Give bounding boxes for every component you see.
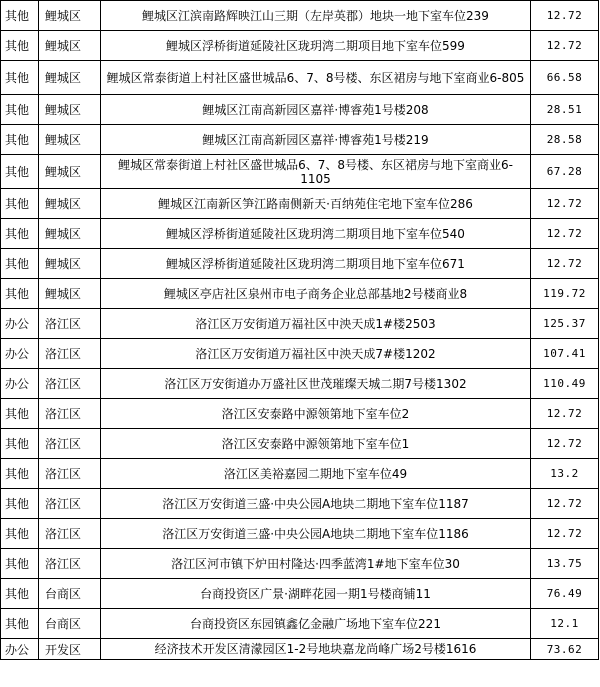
district-cell: 鲤城区 (39, 155, 101, 189)
area-cell: 76.49 (531, 579, 599, 609)
district-cell: 鲤城区 (39, 249, 101, 279)
table-row (1, 369, 599, 399)
district-cell: 洛江区 (39, 489, 101, 519)
type-cell: 其他 (1, 459, 39, 489)
type-cell: 其他 (1, 579, 39, 609)
description-cell: 台商投资区广景·湖畔花园一期1号楼商铺11 (101, 579, 531, 609)
table-row (1, 155, 599, 189)
type-cell: 其他 (1, 31, 39, 61)
description-cell: 鲤城区浮桥街道延陵社区珑玥湾二期项目地下室车位671 (101, 249, 531, 279)
area-cell: 119.72 (531, 279, 599, 309)
type-cell: 办公 (1, 369, 39, 399)
type-cell: 办公 (1, 639, 39, 660)
table-row (1, 459, 599, 489)
type-cell: 其他 (1, 519, 39, 549)
type-cell: 其他 (1, 249, 39, 279)
table-row (1, 309, 599, 339)
description-cell: 经济技术开发区清濛园区1-2号地块嘉龙尚峰广场2号楼1616 (101, 639, 531, 660)
description-cell: 鲤城区常泰街道上村社区盛世城品6、7、8号楼、东区裙房与地下室商业6-1105 (101, 155, 531, 189)
district-cell: 鲤城区 (39, 219, 101, 249)
table-row (1, 1, 599, 31)
area-cell: 13.2 (531, 459, 599, 489)
district-cell: 鲤城区 (39, 61, 101, 95)
table-row (1, 609, 599, 639)
description-cell: 洛江区安泰路中源领第地下室车位1 (101, 429, 531, 459)
district-cell: 洛江区 (39, 549, 101, 579)
district-cell: 开发区 (39, 639, 101, 660)
description-cell: 洛江区河市镇下炉田村隆达·四季蓝湾1#地下室车位30 (101, 549, 531, 579)
table-row (1, 489, 599, 519)
district-cell: 台商区 (39, 579, 101, 609)
table-row (1, 639, 599, 660)
district-cell: 洛江区 (39, 369, 101, 399)
table-row (1, 219, 599, 249)
type-cell: 其他 (1, 219, 39, 249)
area-cell: 13.75 (531, 549, 599, 579)
table-row (1, 125, 599, 155)
area-cell: 28.58 (531, 125, 599, 155)
area-cell: 66.58 (531, 61, 599, 95)
area-cell: 12.72 (531, 489, 599, 519)
district-cell: 台商区 (39, 609, 101, 639)
district-cell: 洛江区 (39, 519, 101, 549)
district-cell: 鲤城区 (39, 95, 101, 125)
type-cell: 其他 (1, 609, 39, 639)
area-cell: 12.72 (531, 219, 599, 249)
description-cell: 台商投资区东园镇鑫亿金融广场地下室车位221 (101, 609, 531, 639)
area-cell: 12.1 (531, 609, 599, 639)
description-cell: 洛江区万安街道办万盛社区世茂璀璨天城二期7号楼1302 (101, 369, 531, 399)
area-cell: 12.72 (531, 31, 599, 61)
type-cell: 其他 (1, 61, 39, 95)
table-row (1, 279, 599, 309)
district-cell: 洛江区 (39, 309, 101, 339)
type-cell: 其他 (1, 549, 39, 579)
area-cell: 12.72 (531, 1, 599, 31)
description-cell: 鲤城区江南新区笋江路南侧新天·百纳苑住宅地下室车位286 (101, 189, 531, 219)
type-cell: 办公 (1, 339, 39, 369)
description-cell: 鲤城区浮桥街道延陵社区珑玥湾二期项目地下室车位540 (101, 219, 531, 249)
district-cell: 洛江区 (39, 429, 101, 459)
table-row (1, 339, 599, 369)
description-cell: 洛江区万安街道三盛·中央公园A地块二期地下室车位1187 (101, 489, 531, 519)
district-cell: 鲤城区 (39, 125, 101, 155)
area-cell: 12.72 (531, 189, 599, 219)
description-cell: 鲤城区江南高新园区嘉祥·博睿苑1号楼219 (101, 125, 531, 155)
table-row (1, 519, 599, 549)
area-cell: 110.49 (531, 369, 599, 399)
table-row (1, 95, 599, 125)
area-cell: 12.72 (531, 399, 599, 429)
table-row (1, 579, 599, 609)
table-row (1, 61, 599, 95)
description-cell: 洛江区万安街道万福社区中泱天成1#楼2503 (101, 309, 531, 339)
description-cell: 鲤城区江滨南路辉映江山三期（左岸英郡）地块一地下室车位239 (101, 1, 531, 31)
area-cell: 125.37 (531, 309, 599, 339)
table-row (1, 189, 599, 219)
district-cell: 鲤城区 (39, 31, 101, 61)
area-cell: 12.72 (531, 249, 599, 279)
table-row (1, 249, 599, 279)
district-cell: 洛江区 (39, 339, 101, 369)
district-cell: 鲤城区 (39, 279, 101, 309)
type-cell: 其他 (1, 155, 39, 189)
area-cell: 107.41 (531, 339, 599, 369)
type-cell: 其他 (1, 279, 39, 309)
description-cell: 洛江区美裕嘉园二期地下室车位49 (101, 459, 531, 489)
table-row (1, 399, 599, 429)
type-cell: 其他 (1, 189, 39, 219)
area-cell: 12.72 (531, 519, 599, 549)
type-cell: 其他 (1, 429, 39, 459)
district-cell: 洛江区 (39, 399, 101, 429)
description-cell: 鲤城区江南高新园区嘉祥·博睿苑1号楼208 (101, 95, 531, 125)
type-cell: 其他 (1, 489, 39, 519)
area-cell: 67.28 (531, 155, 599, 189)
type-cell: 其他 (1, 125, 39, 155)
area-cell: 12.72 (531, 429, 599, 459)
table-row (1, 31, 599, 61)
district-cell: 鲤城区 (39, 1, 101, 31)
description-cell: 洛江区安泰路中源领第地下室车位2 (101, 399, 531, 429)
district-cell: 鲤城区 (39, 189, 101, 219)
table-row (1, 549, 599, 579)
table-row (1, 429, 599, 459)
type-cell: 其他 (1, 95, 39, 125)
area-cell: 73.62 (531, 639, 599, 660)
description-cell: 洛江区万安街道三盛·中央公园A地块二期地下室车位1186 (101, 519, 531, 549)
area-cell: 28.51 (531, 95, 599, 125)
description-cell: 鲤城区常泰街道上村社区盛世城品6、7、8号楼、东区裙房与地下室商业6-805 (101, 61, 531, 95)
type-cell: 办公 (1, 309, 39, 339)
description-cell: 鲤城区亭店社区泉州市电子商务企业总部基地2号楼商业8 (101, 279, 531, 309)
description-cell: 鲤城区浮桥街道延陵社区珑玥湾二期项目地下室车位599 (101, 31, 531, 61)
district-cell: 洛江区 (39, 459, 101, 489)
type-cell: 其他 (1, 1, 39, 31)
description-cell: 洛江区万安街道万福社区中泱天成7#楼1202 (101, 339, 531, 369)
type-cell: 其他 (1, 399, 39, 429)
